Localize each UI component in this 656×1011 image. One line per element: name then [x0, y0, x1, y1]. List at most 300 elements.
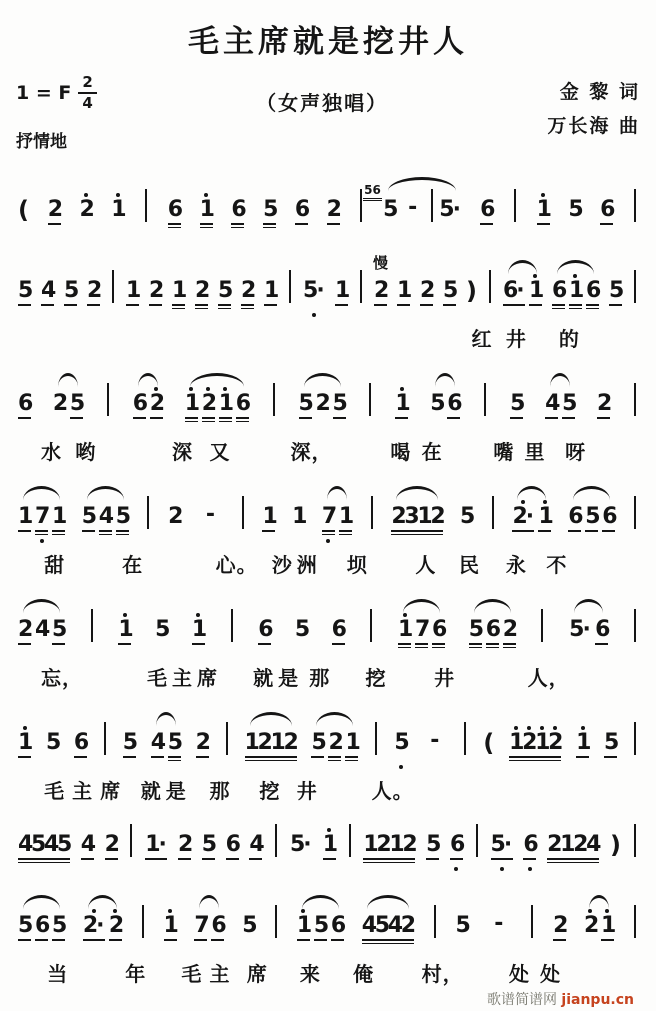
octave-dot-below-row [374, 311, 387, 318]
note-digit: 1 [244, 730, 260, 755]
octave-dots-above [81, 826, 94, 834]
lyric-line-6 [16, 772, 640, 802]
octave-dot-slot [149, 272, 162, 280]
octave-dot-below-row [332, 650, 345, 657]
note-digits [145, 834, 167, 856]
lyric-syllable: 席 [100, 779, 122, 803]
note [439, 191, 461, 237]
octave-dot-below-row [168, 763, 181, 770]
slur-group [243, 711, 299, 770]
octave-dot-slot [64, 272, 77, 280]
note-digit: 5 [69, 391, 86, 416]
beam-underline [586, 308, 599, 310]
note [45, 724, 62, 770]
octave-dot-below-row [552, 311, 565, 318]
octave-dot-slot [211, 907, 224, 915]
octave-dot-slot [44, 826, 57, 834]
octave-dot-below-row [443, 311, 456, 318]
note-digit: 6 [294, 197, 311, 222]
beam-underline [192, 643, 205, 645]
octave-dot-below-row [151, 763, 164, 770]
note-digit: 1 [264, 278, 280, 303]
beam-underlines [202, 856, 215, 865]
octave-dots-above [294, 826, 307, 834]
octave-dot-slot [495, 826, 508, 834]
note [264, 272, 280, 318]
octave-dot-above [18, 724, 31, 732]
beam-underlines [18, 415, 31, 424]
beam-underline [562, 417, 575, 419]
note [177, 826, 194, 872]
octave-dot-below-row [509, 763, 561, 770]
beam-underline [328, 760, 341, 762]
octave-dot-below-row [196, 763, 209, 770]
beam-underline [432, 643, 445, 645]
note-digits [363, 832, 418, 857]
beam-underline [236, 417, 249, 419]
note-digit: 5 [568, 197, 584, 222]
beam-underline [586, 304, 599, 306]
octave-dot-slot [362, 907, 375, 915]
beam-underline [18, 939, 31, 941]
octave-dot-slot [99, 498, 112, 506]
note [364, 183, 399, 237]
beam-underline [35, 534, 48, 536]
note-digits [338, 504, 355, 529]
note-digit: 1 [118, 617, 134, 642]
octave-dot-below-row [586, 311, 599, 318]
beam-underlines [109, 937, 122, 946]
note [398, 611, 414, 657]
music-line-3 [16, 350, 640, 431]
octave-dots-above [18, 611, 31, 619]
note-digits [231, 197, 247, 222]
note-digit: 1 [172, 278, 188, 303]
octave-dots-above [202, 385, 215, 393]
beam-underline [547, 862, 599, 864]
octave-dot-slot [545, 385, 558, 393]
note-digit: 7 [194, 913, 210, 938]
octave-dots-above [149, 272, 162, 280]
lyric-syllable: 在 [421, 440, 443, 464]
note [395, 385, 411, 431]
note-digit: 1 [184, 391, 200, 416]
note-digit: 2 [430, 504, 446, 529]
slur-group [501, 259, 544, 318]
beam-underline [172, 304, 185, 306]
lyric-line-4 [16, 546, 640, 576]
note [432, 611, 448, 657]
note-digits [172, 278, 188, 303]
octave-dot-below-row [601, 946, 614, 953]
subtitle: （女声独唱） [256, 91, 389, 115]
octave-dot-below-row [568, 537, 581, 544]
note-digits [294, 617, 311, 642]
note-digit: 4 [80, 832, 97, 857]
note [18, 611, 34, 657]
barline [484, 383, 486, 416]
barline [634, 824, 636, 857]
note-digit: 2 [257, 730, 273, 755]
note [547, 826, 602, 872]
barline [275, 905, 277, 938]
beam-underline [314, 939, 327, 941]
beam-underline [503, 304, 525, 306]
barline [531, 905, 533, 938]
octave-dots-above [604, 724, 617, 732]
site-url-link[interactable]: jianpu.cn [561, 992, 634, 1008]
octave-dots-above [510, 385, 523, 393]
octave-dots-above [455, 907, 468, 915]
octave-dot-slot [333, 385, 346, 393]
note-digits [242, 913, 258, 938]
octave-dots-above [155, 611, 168, 619]
note-digit: 2 [177, 832, 194, 857]
beam-underline [41, 304, 54, 306]
octave-dot-below-row [116, 537, 129, 544]
note-digit: 1 [191, 617, 208, 642]
note [345, 724, 361, 770]
octave-dot-slot [339, 498, 352, 506]
barline [369, 383, 371, 416]
note-digit: 5 [569, 617, 585, 642]
beam-underline [118, 643, 131, 645]
octave-dot-slot [402, 826, 415, 834]
note [485, 611, 502, 657]
note-digits [81, 504, 98, 529]
octave-dot-slot [18, 272, 31, 280]
music-line-7 [16, 802, 640, 872]
octave-dots-above [308, 272, 321, 280]
beam-underline [178, 858, 191, 860]
octave-dot-above [569, 272, 582, 280]
note [219, 385, 232, 431]
note-digit: 5 [294, 617, 311, 642]
beam-underlines [295, 641, 308, 650]
beam-underlines [553, 937, 566, 946]
slur-group [309, 711, 360, 770]
beam-underlines [394, 754, 407, 763]
note [294, 191, 311, 237]
note-digits [547, 832, 602, 857]
beam-underlines [258, 641, 271, 650]
note-digit: 2 [328, 730, 344, 755]
octave-dots-above [569, 272, 582, 280]
system-3 [16, 350, 640, 463]
beam-underline [332, 643, 345, 645]
octave-dot-slot [41, 272, 54, 280]
octave-dot-below-row [292, 537, 305, 544]
beam-underline [553, 939, 566, 941]
octave-dot-slot [196, 724, 209, 732]
beam-underline [443, 304, 456, 306]
beam-underline [339, 530, 352, 532]
octave-dot-below-row [195, 311, 208, 318]
note-digits [80, 199, 93, 221]
barline [634, 905, 636, 938]
octave-dot-below-row [383, 230, 396, 237]
note-digits [321, 504, 338, 529]
octave-dots-above [292, 498, 305, 506]
octave-dot-slot [52, 611, 65, 619]
octave-dot-below-row [236, 424, 249, 431]
beam-underlines [64, 302, 77, 311]
beam-underline [168, 223, 181, 225]
octave-dot-slot [18, 826, 31, 834]
beam-underline [547, 858, 599, 860]
note-digits [194, 913, 210, 938]
beam-underlines [52, 641, 65, 650]
beam-underlines [145, 856, 167, 865]
note-digit: 5 [383, 197, 399, 222]
beam-underlines [595, 641, 608, 650]
beam-underline [74, 756, 87, 758]
octave-dot-slot [195, 272, 208, 280]
octave-dots-above [168, 724, 181, 732]
barline [273, 383, 275, 416]
barline [104, 722, 106, 755]
octave-dots-above [469, 611, 482, 619]
beam-underlines [52, 528, 65, 537]
octave-dot-below-row [111, 230, 124, 237]
octave-dot-below-row [133, 424, 146, 431]
beam-underline [335, 304, 348, 306]
octave-dot-below-row [185, 424, 198, 431]
lyric-syllable: 水 [40, 440, 62, 464]
octave-dot-slot [178, 826, 191, 834]
octave-dots-above [595, 611, 608, 619]
note-digit: 2 [547, 832, 563, 857]
octave-dots-above [576, 724, 589, 732]
octave-dot-below-row [295, 650, 308, 657]
lyric-syllable: 井 [434, 666, 456, 690]
octave-dots-above [480, 191, 493, 199]
note-digit: 4 [98, 504, 115, 529]
note-digits [502, 617, 519, 642]
octave-dot-below-row [200, 230, 213, 237]
beam-underlines [529, 302, 542, 311]
slur-group [183, 372, 251, 431]
note-digits [191, 617, 208, 642]
octave-dots-above [552, 272, 565, 280]
octave-dots-above [231, 191, 244, 199]
octave-dot-slot [105, 826, 118, 834]
octave-dot-slot [241, 272, 254, 280]
beam-underlines [202, 415, 215, 424]
lyric-syllable: 永 [505, 553, 527, 577]
note [111, 191, 127, 237]
lyric-syllable: 是 [165, 779, 187, 803]
note-digits [426, 832, 442, 857]
octave-dot-slot [332, 611, 345, 619]
beam-underline [133, 417, 146, 419]
octave-dots-above [46, 724, 59, 732]
octave-dot-slot [168, 498, 181, 506]
octave-dot-slot [432, 611, 445, 619]
lyric-syllable: 村， [421, 962, 464, 986]
key-label: 1 = F [16, 82, 72, 104]
octave-dots-above [18, 724, 31, 732]
beam-underline [529, 304, 542, 306]
beam-underlines [327, 221, 340, 230]
beam-underlines [395, 415, 408, 424]
beam-underlines [332, 641, 345, 650]
note-digit: 6 [485, 617, 502, 642]
note [115, 498, 132, 544]
note-digits [52, 913, 68, 938]
beam-underlines [362, 937, 414, 946]
note-digits [69, 391, 86, 416]
slur-group [149, 711, 183, 770]
octave-dots-above [118, 611, 131, 619]
beam-underline [109, 939, 122, 941]
note-digit: 5 [218, 278, 234, 303]
note-digit: 1 [397, 278, 413, 303]
barline [634, 189, 636, 222]
octave-dot-below-row [226, 865, 239, 872]
octave-dots-above [584, 907, 597, 915]
beam-underlines [491, 856, 513, 865]
note-digit: 2 [283, 730, 299, 755]
octave-dots-above [383, 191, 396, 199]
octave-dots-above [574, 611, 587, 619]
lyric-syllable: 毛 [147, 666, 169, 690]
beam-underline [299, 417, 312, 419]
beam-underlines [99, 528, 112, 537]
octave-dot-slot [507, 272, 520, 280]
beam-underlines [299, 415, 312, 424]
note-digits [164, 915, 177, 937]
octave-dots-above [509, 724, 561, 732]
music-line-6 [16, 689, 640, 770]
octave-dot-slot [48, 191, 61, 199]
octave-dot-slot [547, 826, 560, 834]
octave-dots-above [568, 191, 581, 199]
beam-underline [363, 858, 415, 860]
note-digits [330, 913, 347, 938]
slur-arc [388, 177, 456, 191]
octave-dot-below-row [512, 537, 534, 544]
note-digit: 2 [87, 278, 103, 303]
beam-underlines [105, 856, 118, 865]
note-digits [294, 197, 311, 222]
note [201, 826, 218, 872]
octave-dot-below-row [249, 865, 262, 872]
beam-underline [258, 643, 271, 645]
beam-underline [374, 304, 387, 306]
note-digit: 2 [553, 913, 569, 938]
octave-dot-below-row [168, 230, 181, 237]
lyric-syllable: 里 [524, 440, 546, 464]
beam-underline [226, 858, 239, 860]
note-digits [196, 732, 209, 754]
note [420, 272, 436, 318]
note [294, 611, 311, 657]
note [263, 191, 279, 237]
octave-dots-above [178, 826, 191, 834]
slur-group [81, 894, 124, 953]
note-digits [415, 617, 431, 642]
key-and-tempo [16, 75, 97, 152]
beam-underlines [397, 302, 410, 311]
note [35, 611, 51, 657]
beam-underlines [503, 641, 516, 650]
octave-dot-below-row [538, 537, 551, 544]
beam-underline [397, 304, 410, 306]
note-digit: 6 [447, 391, 463, 416]
lyric-syllable: 来 [299, 962, 321, 986]
note-digits [485, 617, 502, 642]
parenthesis: ( [18, 196, 29, 224]
octave-dot-slot [388, 907, 401, 915]
octave-dots-above [245, 724, 297, 732]
octave-dot-slot [391, 498, 404, 506]
note [311, 724, 327, 770]
note [80, 826, 97, 872]
note-digit: 1 [576, 730, 592, 755]
octave-dot-slot [404, 498, 417, 506]
beam-underline [52, 534, 65, 536]
note-digits [45, 730, 62, 755]
note-digits [202, 393, 215, 415]
note-digit: 2 [18, 617, 34, 642]
note [595, 611, 611, 657]
beam-underlines [576, 754, 589, 763]
note [576, 724, 592, 770]
beam-underline [339, 534, 352, 536]
note-digit: 5 [562, 391, 578, 416]
octave-dot-slot [236, 385, 249, 393]
beam-underline [604, 756, 617, 758]
octave-dots-above [316, 385, 329, 393]
lyric-syllable: 深， [290, 440, 333, 464]
octave-dots-above [236, 385, 249, 393]
octave-dots-above [323, 826, 336, 834]
beam-underline [469, 643, 482, 645]
octave-dot-below-row [118, 650, 131, 657]
octave-dot-slot [155, 611, 168, 619]
octave-dots-above [460, 498, 473, 506]
barline [147, 496, 149, 529]
note [491, 826, 513, 872]
note-digits [332, 619, 345, 641]
octave-dot-below-row [398, 650, 411, 657]
note-digit: 1 [395, 391, 411, 416]
slur-group [389, 485, 445, 544]
octave-dot-above [87, 907, 100, 915]
octave-dots-above [394, 724, 407, 732]
beam-underline [195, 304, 208, 306]
beam-underlines [585, 528, 598, 537]
note-digit: 2 [391, 504, 407, 529]
beam-underlines [537, 221, 550, 230]
octave-dot-slot [57, 826, 70, 834]
note-digit: 5 [167, 730, 183, 755]
note-digit: 1 [335, 278, 351, 303]
note-digits [168, 504, 184, 529]
note-digit: 6 [568, 504, 584, 529]
lyric-syllable: 沙 [271, 553, 293, 577]
note [194, 907, 210, 953]
beam-underlines [194, 937, 207, 946]
note-digits [394, 730, 410, 755]
beam-underlines [172, 302, 185, 311]
barline [142, 905, 144, 938]
composer-credit: 万长海 曲 [547, 115, 640, 138]
note-digit: 2 [195, 730, 211, 755]
beam-underline [70, 417, 83, 419]
note [245, 724, 297, 770]
